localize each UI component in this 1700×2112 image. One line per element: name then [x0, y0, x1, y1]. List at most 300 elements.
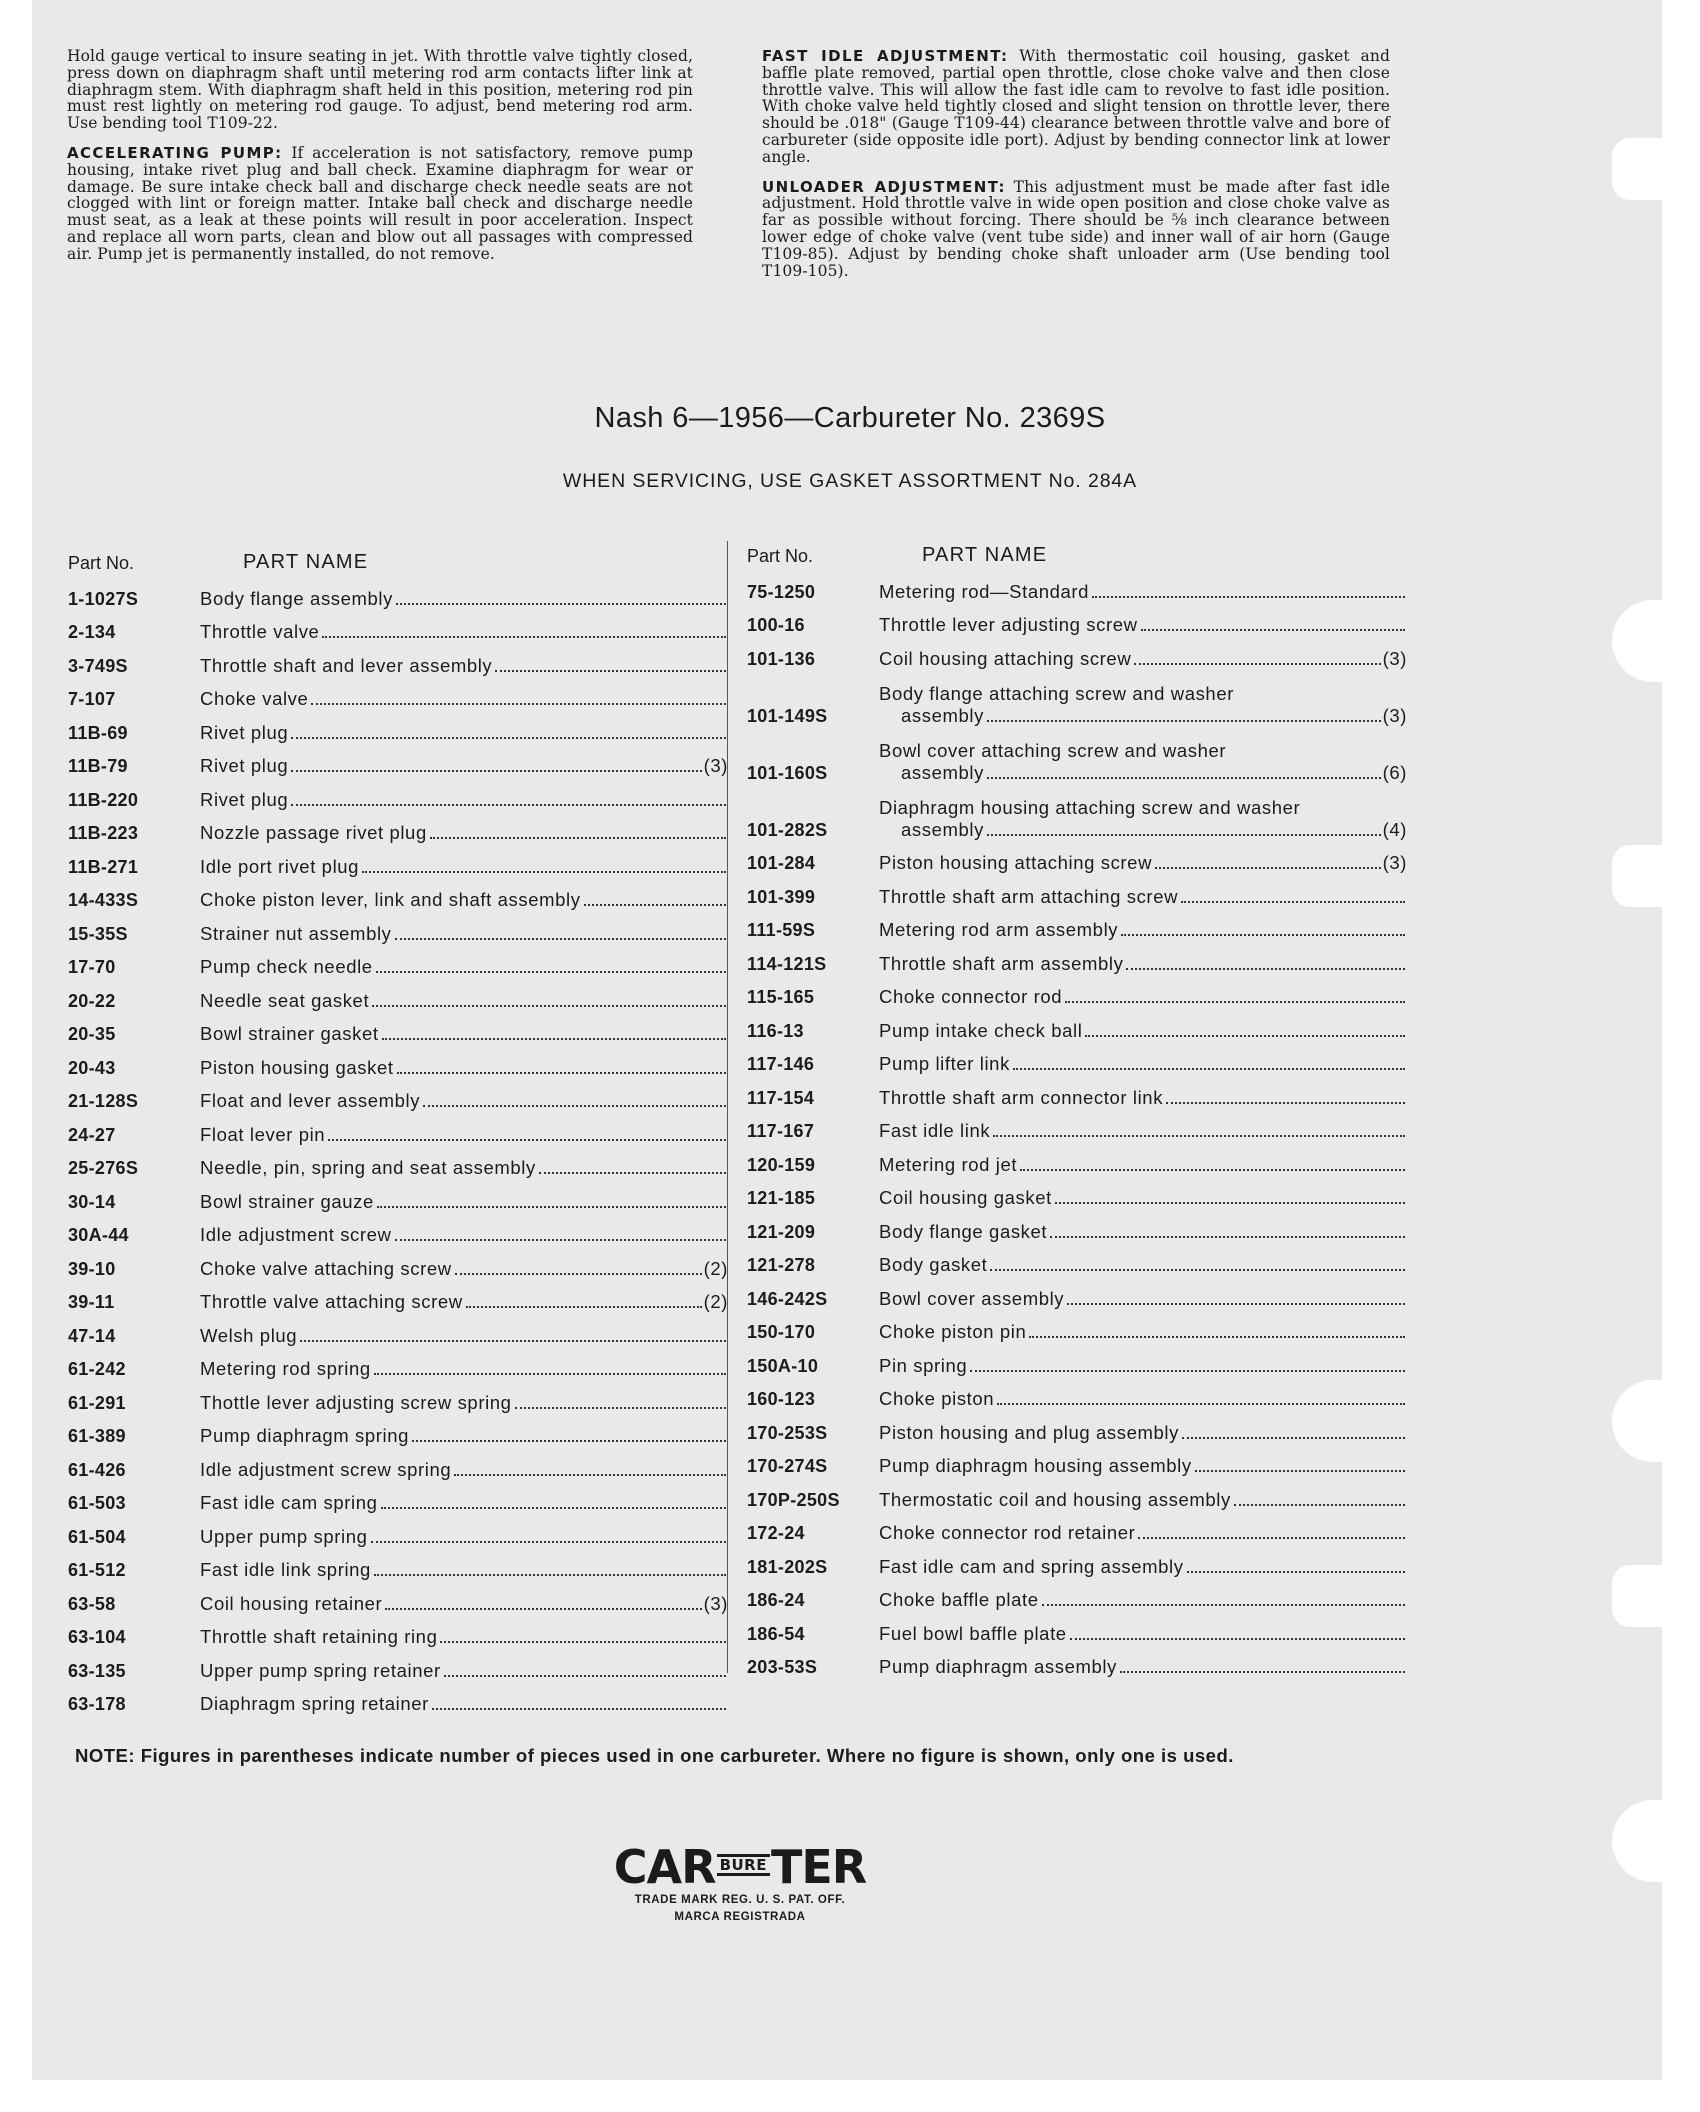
- parts-row: [68, 1014, 728, 1048]
- part-quantity: (3): [1382, 704, 1407, 726]
- dot-leader: [371, 1541, 726, 1543]
- dot-leader: [1134, 663, 1380, 665]
- part-name-line2: assembly: [901, 818, 984, 840]
- parts-rows-left: [68, 578, 728, 1717]
- part-name-cell: [879, 1455, 1407, 1479]
- dot-leader: [376, 971, 726, 973]
- part-name: Bowl cover assembly: [879, 1287, 1065, 1309]
- dot-leader: [990, 1269, 1405, 1271]
- part-quantity: (2): [703, 1291, 728, 1312]
- dot-leader: [291, 770, 701, 772]
- part-name: Fast idle link: [879, 1120, 991, 1141]
- part-number: 30A-44: [68, 1225, 129, 1245]
- part-number: 61-503: [68, 1493, 126, 1513]
- parts-row: [747, 1077, 1407, 1111]
- parts-row: [747, 786, 1407, 843]
- part-name: Upper pump spring retainer: [200, 1659, 441, 1681]
- part-name: Bowl cover attaching screw and washer: [879, 739, 1227, 761]
- fast-idle-heading: FAST IDLE ADJUSTMENT:: [762, 47, 1009, 65]
- part-quantity: (3): [1382, 647, 1407, 669]
- part-number: 117-146: [747, 1054, 815, 1074]
- part-number: 120-159: [747, 1154, 816, 1175]
- part-number: 101-136: [747, 648, 816, 669]
- part-name: Diaphragm housing attaching screw and washer: [879, 796, 1301, 818]
- part-quantity: (2): [703, 1257, 728, 1279]
- part-name-cell: [879, 1187, 1407, 1211]
- part-name-cell: [200, 1526, 728, 1550]
- page-subtitle: WHEN SERVICING, USE GASKET ASSORTMENT No. 284A: [562, 470, 1138, 492]
- part-name: Coil housing attaching screw: [879, 647, 1132, 669]
- part-name-cell: [879, 581, 1407, 605]
- parts-row: [747, 1044, 1407, 1078]
- part-name: Idle port rivet plug: [200, 855, 360, 877]
- part-number: 146-242S: [747, 1288, 828, 1309]
- part-name: Choke valve attaching screw: [200, 1257, 452, 1279]
- parts-row: [747, 1513, 1407, 1547]
- parts-row: [68, 1684, 728, 1718]
- trademark-line-spanish: MARCA REGISTRADA: [674, 1911, 806, 1923]
- column-header: [747, 539, 1407, 571]
- part-name-cell: [879, 1087, 1407, 1111]
- part-name: Needle, pin, spring and seat assembly: [200, 1157, 536, 1178]
- part-name-multiline: [879, 739, 1407, 784]
- part-name: Metering rod arm assembly: [879, 919, 1119, 940]
- part-name-cell: [879, 986, 1407, 1010]
- part-number: 11B-271: [68, 856, 139, 877]
- binder-tab-cutout: [1612, 845, 1662, 907]
- dot-leader: [381, 1507, 726, 1509]
- parts-row: [68, 880, 728, 914]
- part-number: 61-242: [68, 1359, 126, 1379]
- part-name: Pump intake check ball: [879, 1019, 1083, 1041]
- part-number: 181-202S: [747, 1556, 828, 1577]
- part-name: Fast idle cam and spring assembly: [879, 1555, 1184, 1577]
- part-name: Rivet plug: [200, 755, 289, 776]
- part-number: 170-274S: [747, 1456, 828, 1476]
- parts-row: [747, 1178, 1407, 1212]
- dot-leader: [970, 1370, 1405, 1372]
- part-name-cell: [200, 1358, 728, 1382]
- part-name-cell: [879, 953, 1407, 977]
- parts-row: [68, 679, 728, 713]
- binder-tab-cutout: [1612, 1565, 1662, 1627]
- parts-row: [68, 1047, 728, 1081]
- part-name-cell: [200, 1258, 728, 1282]
- parts-row: [747, 876, 1407, 910]
- parts-row: [68, 1248, 728, 1282]
- part-name-cell: [879, 1355, 1407, 1379]
- dot-leader: [423, 1105, 726, 1107]
- part-number: 101-160S: [747, 762, 828, 783]
- part-name: Throttle shaft arm connector link: [879, 1086, 1164, 1108]
- dot-leader: [328, 1139, 726, 1141]
- part-name: Rivet plug: [200, 788, 289, 810]
- part-name: Body flange assembly: [200, 587, 393, 609]
- part-number: 25-276S: [68, 1158, 139, 1178]
- logo-wordmark: [614, 1842, 866, 1892]
- dot-leader: [396, 603, 726, 605]
- part-number: 17-70: [68, 957, 116, 977]
- part-name-cell: [879, 648, 1407, 672]
- part-number: 24-27: [68, 1124, 116, 1145]
- part-name: Metering rod spring: [200, 1358, 371, 1379]
- part-name: Fuel bowl baffle plate: [879, 1622, 1067, 1644]
- part-number: 150-170: [747, 1322, 816, 1342]
- parts-row: [68, 913, 728, 947]
- part-name: Throttle valve: [200, 621, 320, 642]
- part-name-cell: [879, 1489, 1407, 1513]
- dot-leader: [1141, 629, 1405, 631]
- part-name-cell: [200, 588, 728, 612]
- part-name-cell: [879, 1388, 1407, 1412]
- dot-leader: [1070, 1638, 1405, 1640]
- dot-leader: [430, 837, 726, 839]
- part-no-header: Part No.: [747, 546, 814, 566]
- part-name: Pump check needle: [200, 956, 373, 977]
- part-name: Choke piston: [879, 1388, 995, 1409]
- parts-row: [68, 1550, 728, 1584]
- parts-row: [68, 947, 728, 981]
- part-quantity: (3): [703, 1592, 728, 1614]
- part-name: Metering rod jet: [879, 1153, 1018, 1175]
- dot-leader: [987, 834, 1381, 836]
- part-number: 61-389: [68, 1426, 126, 1446]
- dot-leader: [372, 1005, 726, 1007]
- parts-row: [68, 578, 728, 612]
- parts-row: [747, 1211, 1407, 1245]
- parts-row: [68, 712, 728, 746]
- part-name: Choke connector rod: [879, 986, 1063, 1007]
- part-number: 7-107: [68, 689, 116, 709]
- parts-row: [747, 1412, 1407, 1446]
- part-number: 11B-220: [68, 789, 139, 810]
- part-number: 101-282S: [747, 819, 828, 840]
- parts-row: [747, 943, 1407, 977]
- binder-hole: [1612, 1380, 1662, 1462]
- part-name-cell: [200, 923, 728, 947]
- dot-leader: [1029, 1336, 1405, 1338]
- part-number: 39-10: [68, 1258, 116, 1279]
- parts-list-right: [747, 539, 1407, 1680]
- part-name-cell: [200, 822, 728, 846]
- part-quantity: (3): [703, 755, 728, 776]
- dot-leader: [584, 904, 726, 906]
- part-name-multiline: [879, 682, 1407, 727]
- part-number: 186-24: [747, 1590, 805, 1610]
- page-title: Nash 6—1956—Carbureter No. 2369S: [594, 402, 1106, 434]
- part-number: 3-749S: [68, 655, 128, 676]
- part-name-cell: [200, 1291, 728, 1315]
- dot-leader: [993, 1135, 1405, 1137]
- parts-row: [747, 1647, 1407, 1681]
- carbureter-logo: [590, 1842, 890, 1926]
- part-name-cell: [200, 1392, 728, 1416]
- part-number: 111-59S: [747, 920, 816, 940]
- column-header: [68, 546, 728, 578]
- part-name-cell: [879, 886, 1407, 910]
- part-name-cell: [200, 1191, 728, 1215]
- part-name-cell: [879, 739, 1407, 786]
- part-name-cell: [879, 919, 1407, 943]
- part-name-cell: [879, 1154, 1407, 1178]
- dot-leader: [395, 938, 726, 940]
- part-number: 121-209: [747, 1221, 816, 1242]
- dot-leader: [454, 1474, 726, 1476]
- parts-row: [747, 1144, 1407, 1178]
- part-number: 63-104: [68, 1627, 126, 1647]
- part-name: Choke valve: [200, 688, 309, 709]
- part-name: Nozzle passage rivet plug: [200, 822, 427, 843]
- part-name: Fast idle cam spring: [200, 1492, 378, 1513]
- part-name-cell: [879, 1321, 1407, 1345]
- dot-leader: [1187, 1571, 1405, 1573]
- fast-idle-paragraph: [762, 48, 1390, 166]
- part-number: 2-134: [68, 622, 116, 642]
- part-number: 61-426: [68, 1459, 126, 1480]
- part-name: Pin spring: [879, 1354, 968, 1376]
- part-number: 101-149S: [747, 705, 828, 726]
- instructions-right-column: [762, 48, 1390, 292]
- binder-tab-cutout: [1612, 138, 1662, 200]
- dot-leader: [1121, 934, 1405, 936]
- part-name-cell: [200, 1325, 728, 1349]
- parts-row: [68, 1148, 728, 1182]
- dot-leader: [395, 1239, 726, 1241]
- unloader-paragraph: [762, 179, 1390, 280]
- parts-row: [747, 843, 1407, 877]
- dot-leader: [1120, 1671, 1405, 1673]
- part-number: 61-291: [68, 1392, 126, 1413]
- part-name: Float and lever assembly: [200, 1090, 421, 1111]
- part-name-cell: [200, 1459, 728, 1483]
- part-quantity: (4): [1382, 818, 1407, 840]
- parts-row: [68, 612, 728, 646]
- part-number: 121-185: [747, 1188, 816, 1208]
- part-name-cell: [879, 1623, 1407, 1647]
- part-number: 61-504: [68, 1526, 126, 1547]
- part-name-line2: assembly: [901, 704, 984, 726]
- dot-leader: [1055, 1202, 1405, 1204]
- part-name-cell: [200, 1157, 728, 1181]
- unloader-text: This adjustment must be made after fast idle adjustment. Hold throttle valve in wide open position and close choke valve as far as possible without forcing. There should be ⅝ inch clearance between lower edge of choke valve (vent tube side) and inner wall of air horn (Gauge T109-85). Adjust by bending choke shaft unloader arm (Use bending tool T109-105).: [762, 177, 1390, 280]
- part-name: Bowl strainer gauze: [200, 1190, 374, 1212]
- parts-row: [747, 729, 1407, 786]
- dot-leader: [322, 636, 726, 638]
- part-name: Float lever pin: [200, 1123, 326, 1145]
- dot-leader: [495, 670, 726, 672]
- part-name: Throttle shaft and lever assembly: [200, 654, 493, 676]
- part-number: 170-253S: [747, 1422, 828, 1443]
- parts-rows-right: [747, 571, 1407, 1680]
- part-number: 186-54: [747, 1623, 805, 1644]
- dot-leader: [1182, 1437, 1405, 1439]
- part-name: Piston housing and plug assembly: [879, 1421, 1179, 1443]
- part-name-cell: [200, 755, 728, 779]
- part-name-continuation: [879, 819, 1407, 841]
- parts-row: [68, 846, 728, 880]
- part-name: Choke connector rod retainer: [879, 1522, 1136, 1543]
- parts-row: [68, 1516, 728, 1550]
- dot-leader: [455, 1273, 702, 1275]
- part-name: Rivet plug: [200, 721, 289, 743]
- parts-row: [747, 1479, 1407, 1513]
- part-name-cell: [200, 1057, 728, 1081]
- parts-row: [68, 1650, 728, 1684]
- part-number: 63-178: [68, 1694, 126, 1714]
- dot-leader: [377, 1206, 726, 1208]
- part-name-line2: assembly: [901, 761, 984, 783]
- dot-leader: [382, 1038, 726, 1040]
- part-name-cell: [200, 1593, 728, 1617]
- parts-row: [68, 1483, 728, 1517]
- binder-hole: [1612, 600, 1662, 682]
- accelerating-pump-heading: ACCELERATING PUMP:: [67, 143, 283, 162]
- part-number: 170P-250S: [747, 1489, 840, 1510]
- parts-row: [747, 1546, 1407, 1580]
- part-number: 14-433S: [68, 890, 139, 910]
- parts-row: [747, 571, 1407, 605]
- dot-leader: [440, 1641, 726, 1643]
- part-name-cell: [200, 621, 728, 645]
- dot-leader: [432, 1708, 726, 1710]
- dot-leader: [291, 804, 726, 806]
- part-name: Throttle valve attaching screw: [200, 1291, 463, 1312]
- part-name-cell: [879, 1053, 1407, 1077]
- part-name: Coil housing gasket: [879, 1187, 1052, 1208]
- part-name-cell: [879, 1522, 1407, 1546]
- part-number: 47-14: [68, 1325, 116, 1346]
- part-name: Idle adjustment screw: [200, 1224, 392, 1245]
- parts-row: [747, 977, 1407, 1011]
- part-name: Choke piston pin: [879, 1321, 1027, 1342]
- parts-row: [68, 1349, 728, 1383]
- part-name-cell: [879, 682, 1407, 729]
- dot-leader: [539, 1172, 726, 1174]
- parts-row: [68, 1315, 728, 1349]
- parts-row: [68, 645, 728, 679]
- part-number: 11B-69: [68, 722, 128, 743]
- part-name: Fast idle link spring: [200, 1559, 371, 1580]
- part-name-cell: [200, 889, 728, 913]
- part-name-cell: [200, 722, 728, 746]
- part-quantity: (3): [1382, 852, 1407, 873]
- part-number: 63-135: [68, 1660, 126, 1681]
- part-name: Needle seat gasket: [200, 989, 370, 1011]
- part-name: Thermostatic coil and housing assembly: [879, 1488, 1231, 1510]
- dot-leader: [1042, 1604, 1405, 1606]
- parts-row: [747, 1345, 1407, 1379]
- part-number: 11B-79: [68, 756, 128, 776]
- part-name-multiline: [879, 796, 1407, 841]
- parts-row: [747, 605, 1407, 639]
- part-name-cell: [200, 1660, 728, 1684]
- footnote: NOTE: Figures in parentheses indicate number of pieces used in one carbureter. Where no figure is shown, only one is used.: [75, 1745, 1234, 1766]
- part-number: 117-167: [747, 1121, 815, 1141]
- part-name-cell: [200, 688, 728, 712]
- parts-row: [68, 813, 728, 847]
- part-name-cell: [200, 1090, 728, 1114]
- part-name-cell: [200, 1492, 728, 1516]
- part-name-cell: [200, 1224, 728, 1248]
- part-name-cell: [879, 796, 1407, 843]
- part-name: Throttle lever adjusting screw: [879, 614, 1138, 635]
- dot-leader: [1050, 1236, 1405, 1238]
- instruction-paragraph: [67, 48, 693, 132]
- dot-leader: [412, 1440, 726, 1442]
- part-name: Body flange gasket: [879, 1220, 1048, 1242]
- parts-row: [68, 980, 728, 1014]
- part-name: Strainer nut assembly: [200, 922, 392, 944]
- part-number: 160-123: [747, 1389, 816, 1409]
- part-name: Idle adjustment screw spring: [200, 1458, 452, 1480]
- dot-leader: [1138, 1537, 1405, 1539]
- binder-hole: [1612, 1800, 1662, 1882]
- part-name-cell: [200, 1559, 728, 1583]
- part-number: 15-35S: [68, 923, 128, 944]
- dot-leader: [397, 1072, 726, 1074]
- parts-list-left: [68, 546, 728, 1717]
- parts-row: [68, 746, 728, 780]
- part-name-cell: [879, 1556, 1407, 1580]
- part-name-cell: [879, 1254, 1407, 1278]
- part-name-cell: [200, 1693, 728, 1717]
- part-quantity: (6): [1382, 761, 1407, 783]
- accelerating-pump-paragraph: [67, 145, 693, 263]
- part-number: 114-121S: [747, 953, 827, 974]
- part-number: 101-284: [747, 853, 816, 873]
- part-name-cell: [879, 852, 1407, 876]
- dot-leader: [1065, 1001, 1405, 1003]
- part-number: 20-35: [68, 1024, 116, 1044]
- part-name-cell: [879, 1422, 1407, 1446]
- part-name: Body flange attaching screw and washer: [879, 682, 1234, 704]
- part-number: 39-11: [68, 1292, 115, 1312]
- part-name-cell: [879, 1288, 1407, 1312]
- part-name: Throttle shaft retaining ring: [200, 1626, 438, 1647]
- part-name: Pump lifter link: [879, 1053, 1010, 1074]
- dot-leader: [385, 1608, 701, 1610]
- dot-leader: [1155, 867, 1381, 869]
- part-no-header: Part No.: [68, 553, 135, 573]
- parts-row: [68, 1583, 728, 1617]
- part-name: Piston housing gasket: [200, 1056, 394, 1078]
- dot-leader: [987, 720, 1381, 722]
- dot-leader: [1181, 901, 1405, 903]
- part-name: Pump diaphragm assembly: [879, 1656, 1117, 1677]
- part-number: 150A-10: [747, 1355, 819, 1376]
- part-name-cell: [200, 990, 728, 1014]
- parts-row: [68, 1181, 728, 1215]
- parts-row: [747, 1446, 1407, 1480]
- parts-row: [68, 1081, 728, 1115]
- dot-leader: [374, 1373, 726, 1375]
- dot-leader: [444, 1675, 726, 1677]
- parts-row: [68, 779, 728, 813]
- part-number: 30-14: [68, 1191, 116, 1212]
- part-name: Welsh plug: [200, 1324, 298, 1346]
- part-number: 61-512: [68, 1560, 126, 1580]
- part-number: 116-13: [747, 1020, 804, 1041]
- part-name-cell: [879, 614, 1407, 638]
- part-name-continuation: [879, 705, 1407, 727]
- part-name: Coil housing retainer: [200, 1592, 383, 1614]
- parts-row: [68, 1282, 728, 1316]
- parts-row: [747, 1278, 1407, 1312]
- dot-leader: [291, 737, 726, 739]
- part-number: 115-165: [747, 987, 815, 1007]
- parts-row: [68, 1449, 728, 1483]
- dot-leader: [374, 1574, 726, 1576]
